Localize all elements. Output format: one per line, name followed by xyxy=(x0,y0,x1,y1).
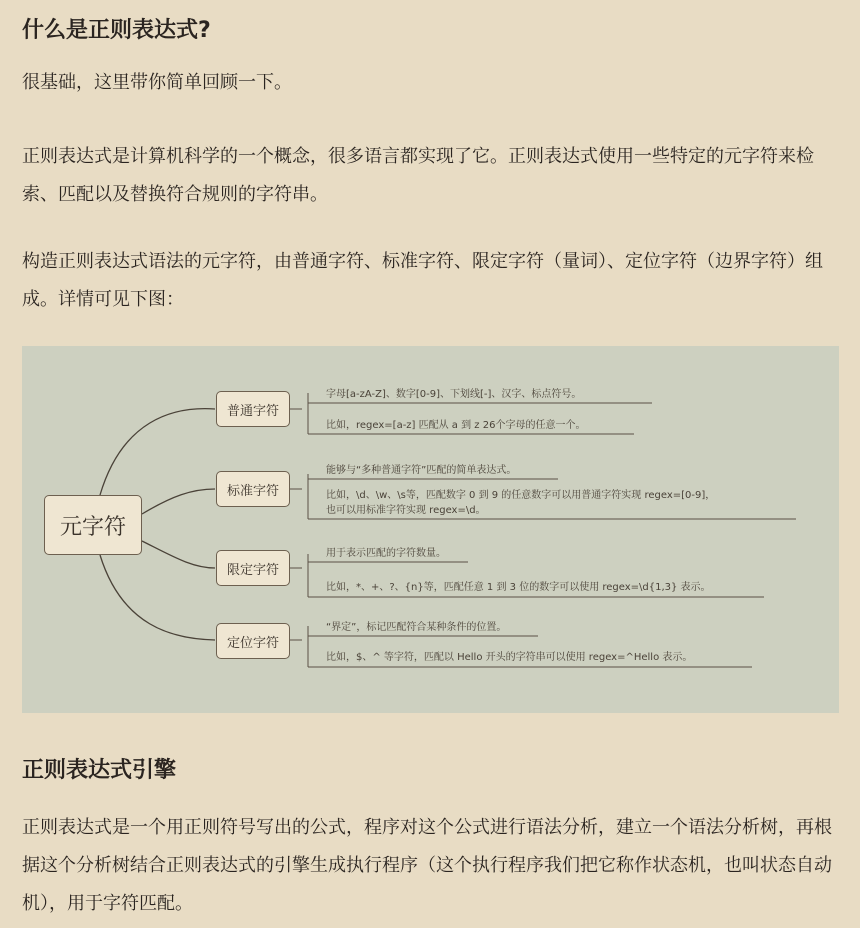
connector-root-to-ordinary xyxy=(100,409,215,495)
definition-paragraph: 正则表达式是计算机科学的一个概念，很多语言都实现了它。正则表达式使用一些特定的元字符来检索、匹配以及替换符合规则的字符串。 xyxy=(22,146,814,205)
note-quantifier-example: 比如，*、+、?、{n}等，匹配任意 1 到 3 位的数字可以使用 regex=\d{1,3} 表示。 xyxy=(326,582,711,593)
note-standard-example-line2: 也可以用标准字符实现 regex=\d。 xyxy=(326,505,486,516)
section-heading-regex-engine: 正则表达式引擎 xyxy=(22,758,177,783)
branch-node-quantifier: 限定字符 xyxy=(216,550,290,586)
metachar-mindmap xyxy=(22,346,839,713)
branch-node-anchor: 定位字符 xyxy=(216,623,290,659)
note-standard-example-line1: 比如，\d、\w、\s等，匹配数字 0 到 9 的任意数字可以用普通字符实现 regex=[0-9]， xyxy=(326,490,716,501)
section-heading-what-is-regex: 什么是正则表达式? xyxy=(22,18,211,43)
metachar-paragraph: 构造正则表达式语法的元字符，由普通字符、标准字符、限定字符（量词）、定位字符（边界字符）组成。详情可见下图： xyxy=(22,251,823,310)
connector-root-to-anchor xyxy=(100,555,215,640)
note-standard-definition: 能够与“多种普通字符”匹配的简单表达式。 xyxy=(326,465,517,476)
note-quantifier-definition: 用于表示匹配的字符数量。 xyxy=(326,548,446,559)
connector-root-to-quantifier xyxy=(142,541,215,568)
root-node-metachar: 元字符 xyxy=(44,495,142,555)
note-ordinary-definition: 字母[a-zA-Z]、数字[0-9]、下划线[-]、汉字、标点符号。 xyxy=(326,389,582,400)
note-anchor-example: 比如，$、^ 等字符，匹配以 Hello 开头的字符串可以使用 regex=^Hello 表示。 xyxy=(326,652,693,663)
branch-node-standard: 标准字符 xyxy=(216,471,290,507)
connector-root-to-standard xyxy=(142,489,215,514)
branch-node-ordinary: 普通字符 xyxy=(216,391,290,427)
intro-paragraph: 很基础，这里带你简单回顾一下。 xyxy=(22,72,292,93)
note-ordinary-example: 比如，regex=[a-z] 匹配从 a 到 z 26个字母的任意一个。 xyxy=(326,420,586,431)
engine-paragraph: 正则表达式是一个用正则符号写出的公式，程序对这个公式进行语法分析，建立一个语法分析树，再根据这个分析树结合正则表达式的引擎生成执行程序（这个执行程序我们把它称作状态机，也叫状态自动机），用于字符匹配。 xyxy=(22,817,832,914)
note-anchor-definition: “界定”，标记匹配符合某种条件的位置。 xyxy=(326,622,507,633)
